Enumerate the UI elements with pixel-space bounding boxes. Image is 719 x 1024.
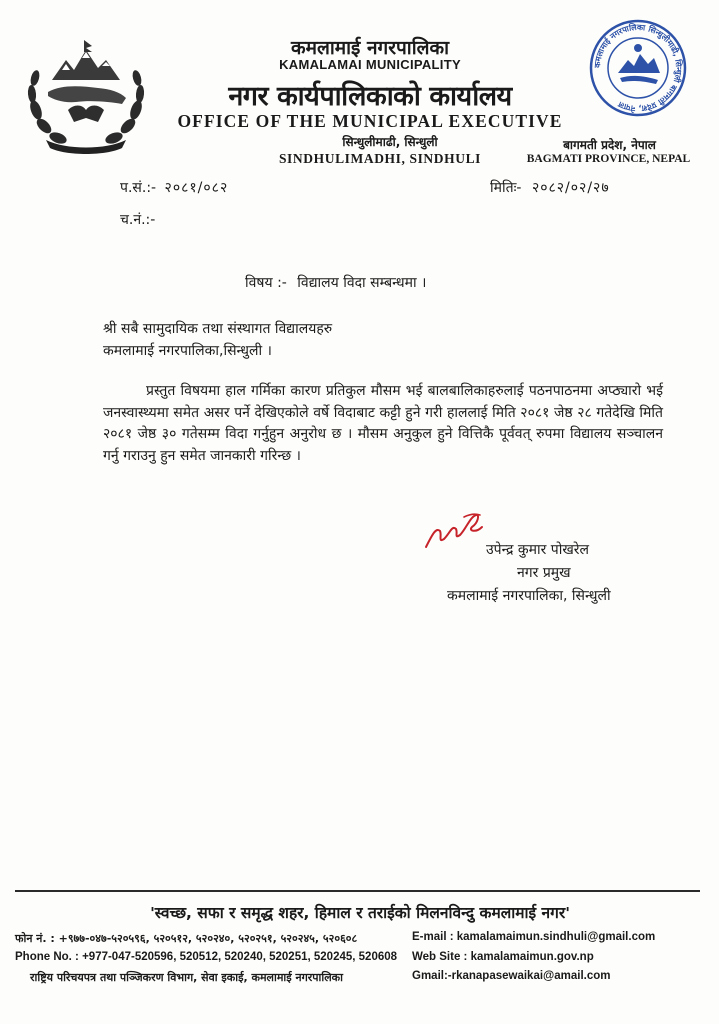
recipient-line-1: श्री सबै सामुदायिक तथा संस्थागत विद्यालयहरु xyxy=(103,321,333,337)
nepal-emblem-icon xyxy=(22,40,150,156)
footer-phone-nepali: फोन नं. : +९७७-०४७-५२०५९६, ५२०५१२, ५२०२४०, ५२०२५१, ५२०२४५, ५२०६०८ xyxy=(15,932,358,945)
municipality-name-nepali: कमलामाई नगरपालिका xyxy=(290,37,450,59)
date-value: २०८२/०२/२७ xyxy=(531,180,610,196)
gmail-label: Gmail:- xyxy=(412,970,452,982)
municipality-seal-icon xyxy=(588,18,688,118)
footer-phone-english: Phone No. : +977-047-520596, 520512, 520240, 520251, 520245, 520608 xyxy=(15,951,398,963)
municipality-name-english: KAMALAMAI MUNICIPALITY xyxy=(279,57,461,72)
footer-website xyxy=(412,951,594,963)
email-link[interactable]: kamalamaimun.sindhuli@gmail.com xyxy=(456,931,656,943)
signatory-name: उपेन्द्र कुमार पोखरेल xyxy=(486,542,590,558)
letter-body xyxy=(103,381,663,467)
footer-divider xyxy=(15,890,700,892)
gmail-link[interactable]: rkanapasewaikai@amail.com xyxy=(451,970,611,982)
footer-slogan: 'स्वच्छ, सफा र समृद्ध शहर, हिमाल र तराईको मिलनविन्दु कमलामाई नगर' xyxy=(150,904,570,922)
subject-line xyxy=(245,273,426,295)
signatory-office: कमलामाई नगरपालिका, सिन्धुली xyxy=(447,588,611,604)
website-label: Web Site : xyxy=(412,951,468,963)
subject-label: विषय :- xyxy=(245,275,287,291)
email-label: E-mail : xyxy=(412,931,454,943)
footer-email xyxy=(412,931,655,943)
ps-value: २०८१/०८२ xyxy=(164,180,229,196)
subject-text: विद्यालय विदा सम्बन्धमा । xyxy=(297,275,427,291)
office-name-english: OFFICE OF THE MUNICIPAL EXECUTIVE xyxy=(177,111,563,131)
cn-label: च.नं.:- xyxy=(120,212,156,228)
recipient-line-2: कमलामाई नगरपालिका,सिन्धुली । xyxy=(103,343,272,359)
signatory-title: नगर प्रमुख xyxy=(517,565,571,581)
location-english: SINDHULIMADHI, SINDHULI xyxy=(278,151,482,166)
date-label: मितिः- xyxy=(490,180,522,196)
ps-number xyxy=(120,178,228,197)
office-name-nepali: नगर कार्यपालिकाको कार्यालय xyxy=(228,81,512,112)
province-nepali: बागमती प्रदेश, नेपाल xyxy=(563,138,656,152)
ps-label: प.सं.:- xyxy=(120,180,157,196)
province-english: BAGMATI PROVINCE, NEPAL xyxy=(526,153,691,165)
footer-registration-unit: राष्ट्रिय परिचयपत्र तथा पञ्जिकरण विभाग, सेवा इकाई, कमलामाई नगरपालिका xyxy=(30,971,343,984)
website-link[interactable]: kamalamaimun.gov.np xyxy=(470,951,594,963)
footer-gmail xyxy=(412,970,611,982)
letter-date xyxy=(490,178,610,197)
seal-text: कमलामाई नगरपालिका सिन्धुलीमाढी, सिन्धुली बागमती प्रदेश, नेपाल xyxy=(592,22,684,114)
location-nepali: सिन्धुलीमाढी, सिन्धुली xyxy=(342,135,438,149)
letter-body-text: प्रस्तुत विषयमा हाल गर्मिका कारण प्रतिकुल मौसम भई बालबालिकाहरुलाई पठनपाठनमा अप्ठ्यारो भई जनस्वास्थ्यमा समेत असर पर्ने देखिएकोले वर्षे विदाबाट कट्टी हुने गरी हाललाई मिति २०८१ जेष्ठ २८ गतेदेखि मिति २०८१ जेष्ठ ३० गतेसम्म विदा गर्नुहुन अनुरोध छ । मौसम अनुकुल हुने वित्तिकै पूर्ववत् रुपमा विद्यालय सञ्चालन गर्नु गराउनु हुन समेत जानकारी गरिन्छ । xyxy=(103,383,663,464)
